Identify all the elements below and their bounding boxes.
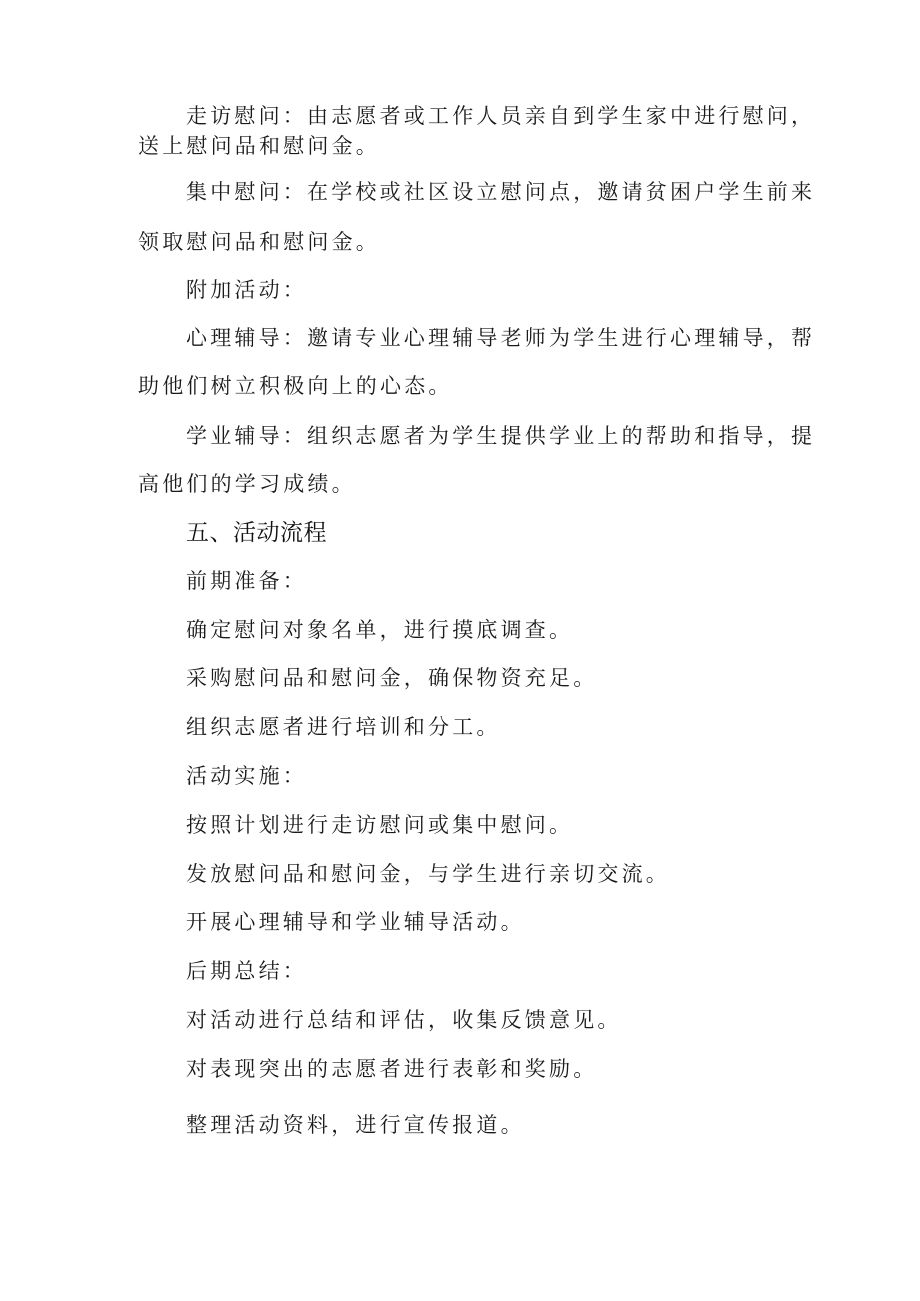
list-item: 开展心理辅导和学业辅导活动。 xyxy=(186,910,525,934)
list-item: 采购慰问品和慰问金，确保物资充足。 xyxy=(186,666,598,690)
paragraph-psych-line-1: 心理辅导：邀请专业心理辅导老师为学生进行心理辅导，帮 xyxy=(186,326,816,350)
list-item: 活动实施： xyxy=(186,764,307,788)
list-item: 对表现突出的志愿者进行表彰和奖励。 xyxy=(186,1057,598,1081)
list-item: 对活动进行总结和评估，收集反馈意见。 xyxy=(186,1008,622,1032)
list-item: 按照计划进行走访慰问或集中慰问。 xyxy=(186,813,574,837)
section-heading: 五、活动流程 xyxy=(186,520,327,546)
list-item: 发放慰问品和慰问金，与学生进行亲切交流。 xyxy=(186,862,670,886)
list-item: 前期准备： xyxy=(186,569,307,593)
list-item: 整理活动资料，进行宣传报道。 xyxy=(186,1113,525,1137)
paragraph-central-line-1: 集中慰问：在学校或社区设立慰问点，邀请贫困户学生前来 xyxy=(186,180,816,204)
paragraph-psych-line-2: 助他们树立积极向上的心态。 xyxy=(138,374,453,398)
paragraph-study-line-1: 学业辅导：组织志愿者为学生提供学业上的帮助和指导，提 xyxy=(186,424,816,448)
paragraph-study-line-2: 高他们的学习成绩。 xyxy=(138,472,356,496)
list-item: 后期总结： xyxy=(186,959,307,983)
paragraph-visit-line-1: 走访慰问：由志愿者或工作人员亲自到学生家中进行慰问， xyxy=(186,104,816,128)
list-item: 确定慰问对象名单，进行摸底调查。 xyxy=(186,618,574,642)
paragraph-visit-line-2: 送上慰问品和慰问金。 xyxy=(138,134,380,158)
list-item: 组织志愿者进行培训和分工。 xyxy=(186,715,501,739)
paragraph-extra-activities: 附加活动： xyxy=(186,278,307,302)
paragraph-central-line-2: 领取慰问品和慰问金。 xyxy=(138,230,380,254)
